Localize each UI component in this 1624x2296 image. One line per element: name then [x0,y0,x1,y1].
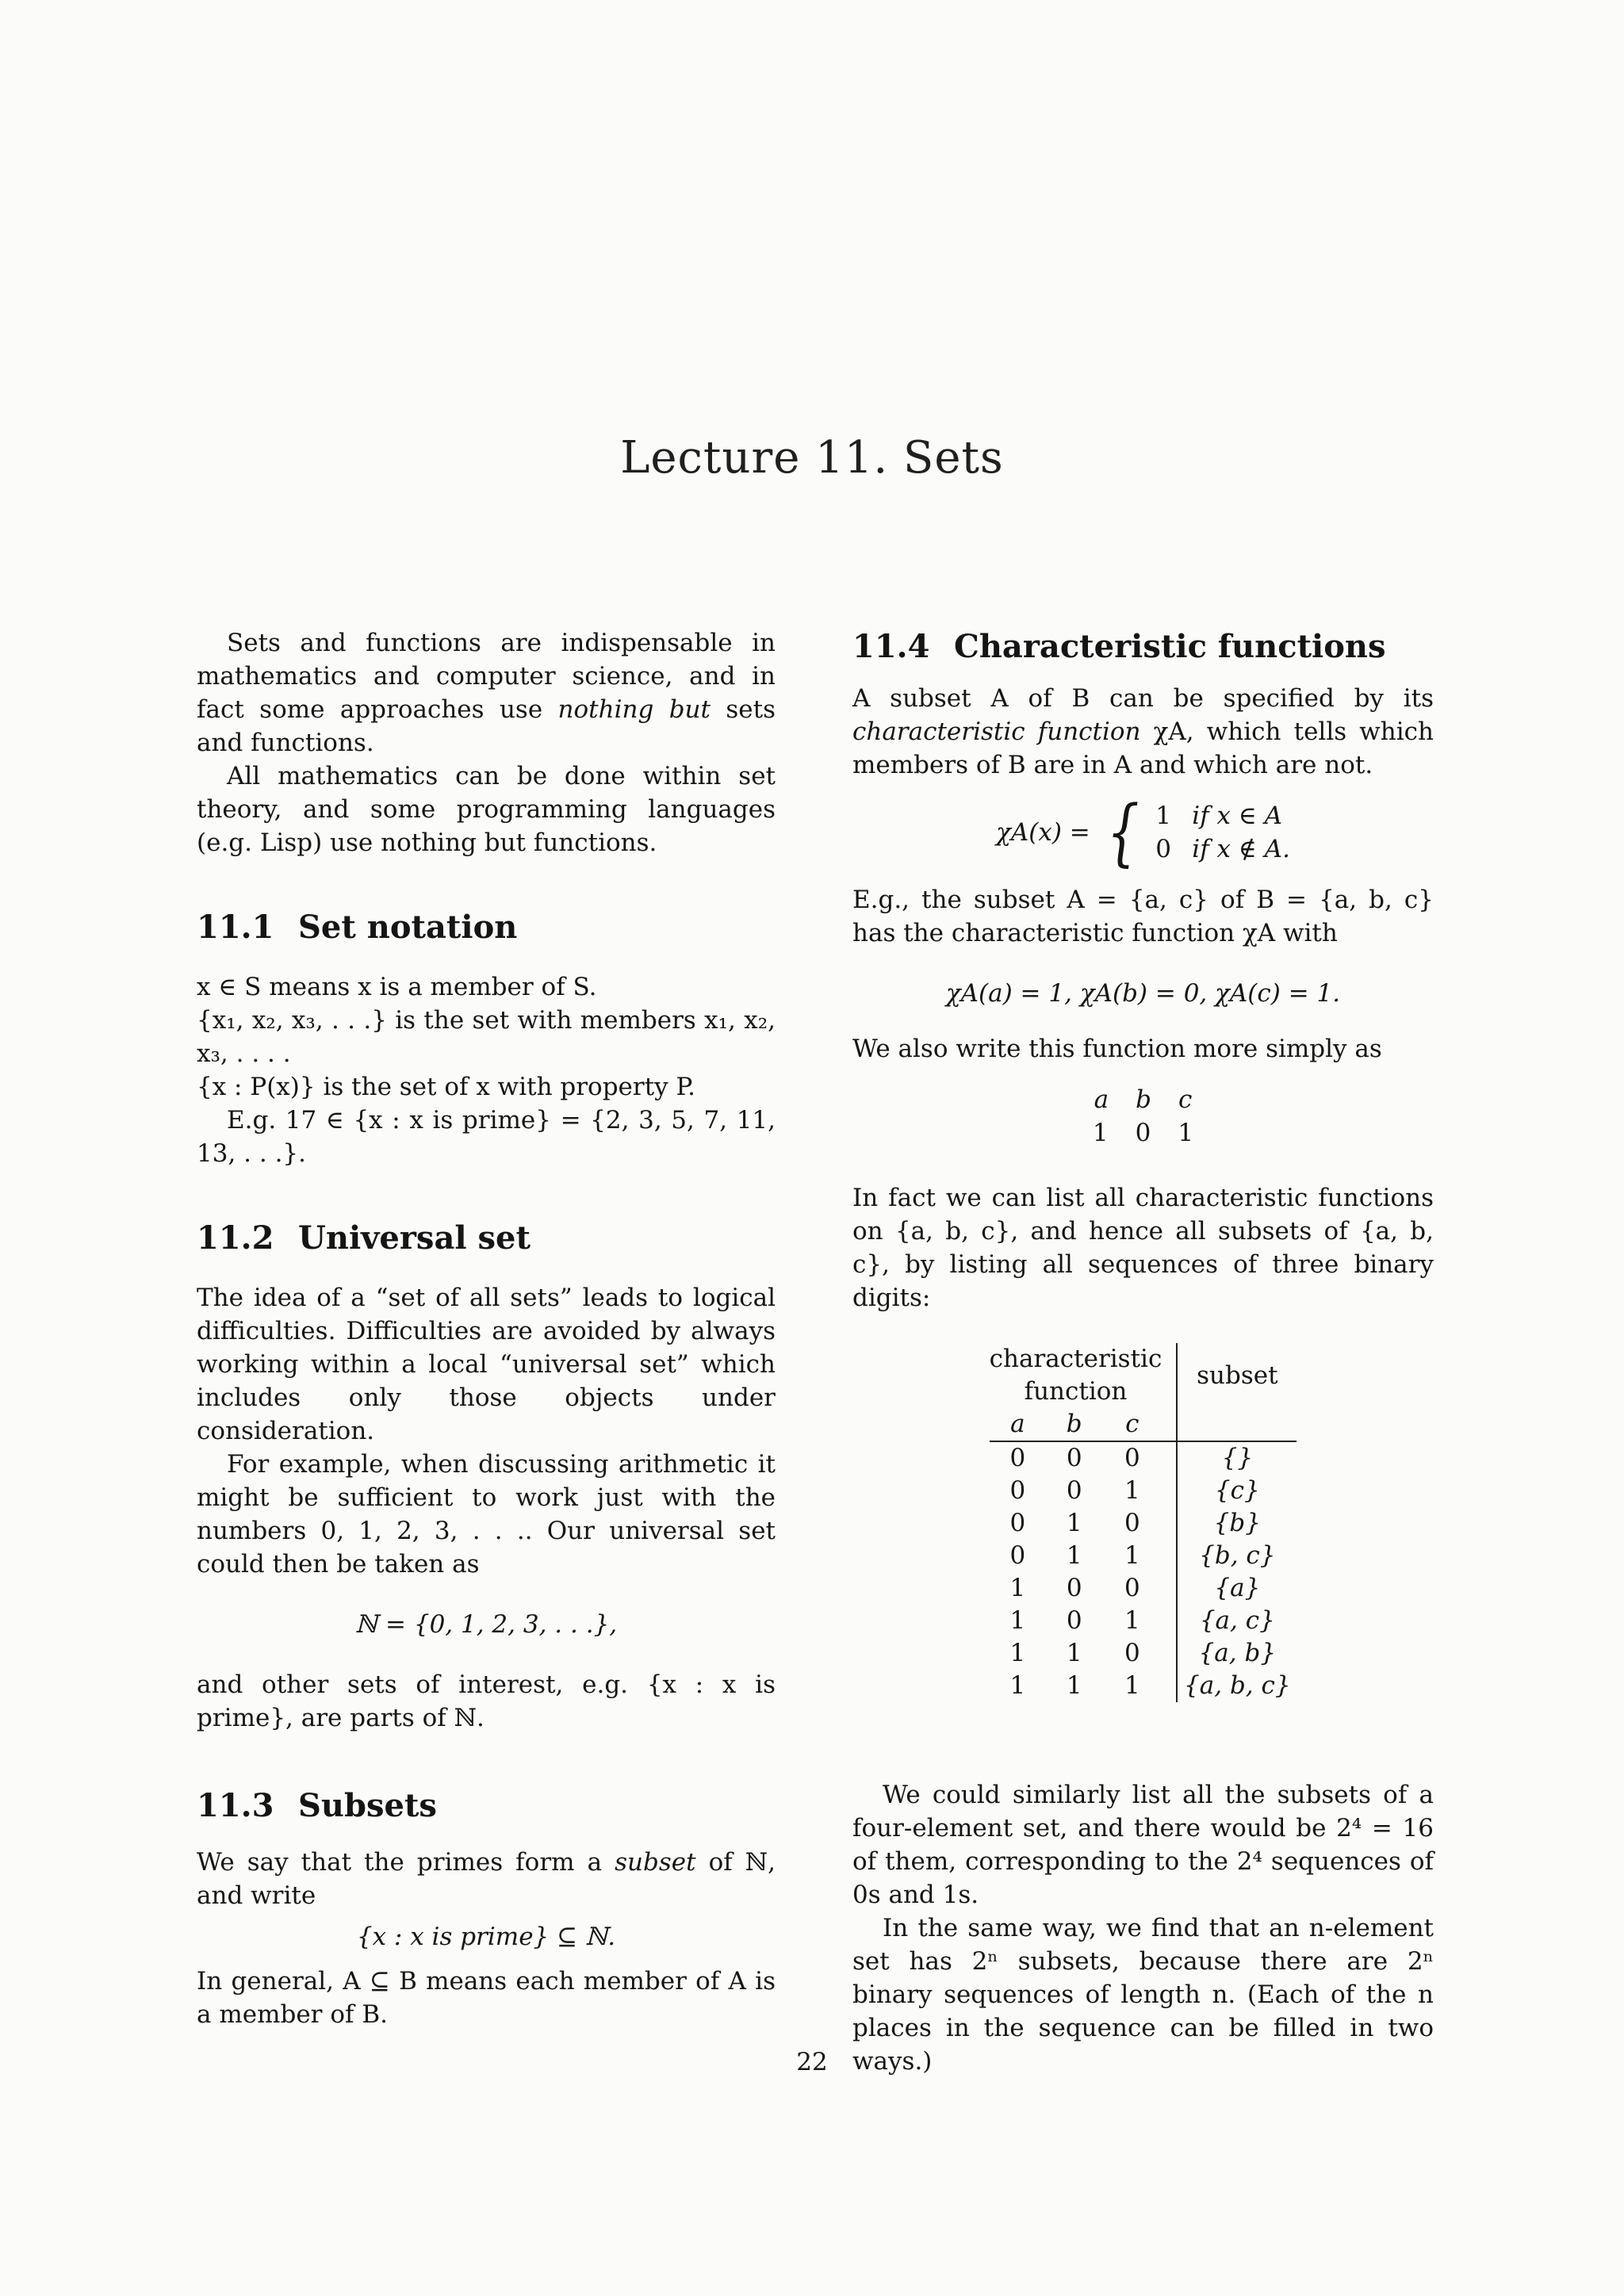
cell-subset: {a, c} [1177,1605,1297,1637]
char-fn-p1-text: A subset A of B can be specified by its [852,684,1434,713]
cases [1155,799,1290,866]
cell-c: 1 [1124,1541,1140,1570]
table-row [990,1670,1297,1702]
simple-function-header [852,1083,1434,1116]
table-col-subset-blank [1177,1408,1297,1441]
char-fn-paragraph-6: In the same way, we find that an n-element set has 2ⁿ subsets, because there are 2ⁿ binary sequences of length n. (Each of the n places in the sequence can be filled in two ways.) [852,1914,1434,2076]
left-brace: { [1106,790,1139,874]
page-number: 22 [796,2048,828,2076]
simple-head-a: a [1094,1085,1109,1114]
cell-c: 0 [1124,1639,1140,1667]
cell-c: 0 [1124,1509,1140,1537]
cell-a: 0 [1009,1476,1026,1505]
section-title: Subsets [298,1787,437,1824]
cell-subset: {a, b} [1177,1637,1297,1670]
simple-val-c: 1 [1178,1119,1194,1147]
naturals-equation: ℕ = {0, 1, 2, 3, . . .}, [354,1610,618,1639]
section-number: 11.4 [852,628,930,665]
table-row [990,1572,1297,1605]
table-col-c: c [1102,1408,1177,1441]
table-row [990,1540,1297,1572]
intro-p1-text-end: sets and functions. [197,695,776,757]
char-fn-paragraph-4: In fact we can list all characteristic functions on {a, b, c}, and hence all subsets of {a, b, c}, by listing all sequences of three binary digits: [852,1184,1434,1312]
cell-c: 0 [1124,1444,1140,1472]
universal-set-paragraph-3: and other sets of interest, e.g. {x : x is prime}, are parts of ℕ. [197,1670,776,1732]
chi-values-equation: χA(a) = 1, χA(b) = 0, χA(c) = 1. [945,979,1341,1008]
section-title: Characteristic functions [954,628,1386,665]
section-number: 11.1 [197,909,274,946]
table-row [990,1475,1297,1507]
intro-p1-text: Sets and functions are indispensable in mathematics and computer science, and in fact some approaches use [197,629,776,724]
simple-head-b: b [1136,1085,1151,1114]
case-1-value: 1 [1155,802,1172,830]
cell-a: 0 [1009,1509,1026,1537]
table-row [990,1637,1297,1670]
universal-set-paragraph-1: The idea of a “set of all sets” leads to logical difficulties. Difficulties are avoided by always working within a local “universal set” which includes only those objects under consideration. [197,1284,776,1445]
page-title: Lecture 11. Sets [620,432,1004,484]
section-11-3-heading [197,1785,776,1827]
char-fn-p1-emphasis: characteristic function [852,718,1141,746]
intro-paragraph-1 [197,626,776,760]
cell-a: 1 [1009,1639,1026,1667]
table-row [990,1507,1297,1540]
cell-b: 0 [1066,1606,1082,1635]
set-notation-line-4: E.g. 17 ∈ {x : x is prime} = {2, 3, 5, 7, 11, 13, . . .}. [197,1106,776,1168]
table-row [990,1441,1297,1475]
cell-subset: {} [1177,1441,1297,1475]
section-11-1-heading [197,907,776,948]
section-number: 11.3 [197,1787,274,1824]
section-title: Set notation [298,909,518,946]
case-2-value: 0 [1155,835,1172,863]
set-notation-line-3: {x : P(x)} is the set of x with property P. [197,1073,695,1101]
table-col-a: a [990,1408,1046,1441]
cell-a: 0 [1009,1444,1026,1472]
cell-subset: {a, b, c} [1177,1670,1297,1702]
cell-subset: {c} [1177,1475,1297,1507]
cell-b: 0 [1066,1574,1082,1602]
cell-c: 1 [1124,1476,1140,1505]
intro-p1-emphasis: nothing but [557,695,710,724]
subsets-p1-text-end: of ℕ, and write [197,1848,776,1910]
subsets-paragraph-1 [197,1846,776,1912]
cell-b: 1 [1066,1671,1082,1700]
cell-b: 1 [1066,1509,1082,1537]
cell-c: 0 [1124,1574,1140,1602]
section-title: Universal set [298,1219,530,1257]
set-notation-line-2: {x₁, x₂, x₃, . . .} is the set with members x₁, x₂, x₃, . . . . [197,1006,776,1068]
subsets-p1-text: We say that the primes form a [197,1848,615,1877]
subset-equation: {x : x is prime} ⊆ ℕ. [356,1923,616,1951]
set-notation-line-1: x ∈ S means x is a member of S. [197,973,597,1001]
cell-c: 1 [1124,1606,1140,1635]
char-fn-paragraph-2: E.g., the subset A = {a, c} of B = {a, b, c} has the characteristic function χA with [852,886,1434,947]
subsets-paragraph-2: In general, A ⊆ B means each member of A is a member of B. [197,1967,776,2029]
section-number: 11.2 [197,1219,274,1257]
table-header-characteristic-function: characteristic function [989,1345,1162,1406]
universal-set-paragraph-2: For example, when discussing arithmetic it might be sufficient to work just with the numbers 0, 1, 2, 3, . . .. Our universal set could then be taken as [197,1450,776,1578]
simple-val-b: 0 [1135,1119,1151,1147]
simple-val-a: 1 [1092,1119,1109,1147]
cell-a: 1 [1009,1671,1026,1700]
left-column [197,626,776,2031]
cell-a: 1 [1009,1574,1026,1602]
cell-subset: {b} [1177,1507,1297,1540]
case-2-condition: if x ∉ A. [1192,835,1290,863]
char-fn-paragraph-1 [852,682,1434,782]
section-11-4-heading [852,626,1434,668]
right-column [852,626,1434,2078]
cell-subset: {b, c} [1177,1540,1297,1572]
cell-c: 1 [1124,1671,1140,1700]
table-header-subset: subset [1177,1343,1297,1408]
characteristic-function-definition [852,790,1434,874]
intro-paragraph-2: All mathematics can be done within set theory, and some programming languages (e.g. Lisp) use nothing but functions. [197,762,776,857]
cell-a: 0 [1009,1541,1026,1570]
table-col-b: b [1046,1408,1102,1441]
char-fn-p1-text-end: χA, which tells which members of B are in A and which are not. [852,718,1434,779]
cell-b: 0 [1066,1444,1082,1472]
simple-head-c: c [1178,1085,1193,1114]
cell-a: 1 [1009,1606,1026,1635]
table-row [990,1605,1297,1637]
section-11-2-heading [197,1218,776,1259]
cell-subset: {a} [1177,1572,1297,1605]
case-1-condition: if x ∈ A [1192,802,1283,830]
simple-function-values [852,1116,1434,1150]
subsets-p1-emphasis: subset [615,1848,696,1877]
subsets-table [990,1343,1297,1702]
cell-b: 0 [1066,1476,1082,1505]
char-fn-paragraph-3: We also write this function more simply as [852,1035,1382,1063]
cell-b: 1 [1066,1639,1082,1667]
chi-lhs: χA(x) = [996,818,1090,847]
cell-b: 1 [1066,1541,1082,1570]
char-fn-paragraph-5: We could similarly list all the subsets of a four-element set, and there would be 2⁴ = 16 of them, corresponding to the 2⁴ sequences of 0s and 1s. [852,1781,1434,1909]
